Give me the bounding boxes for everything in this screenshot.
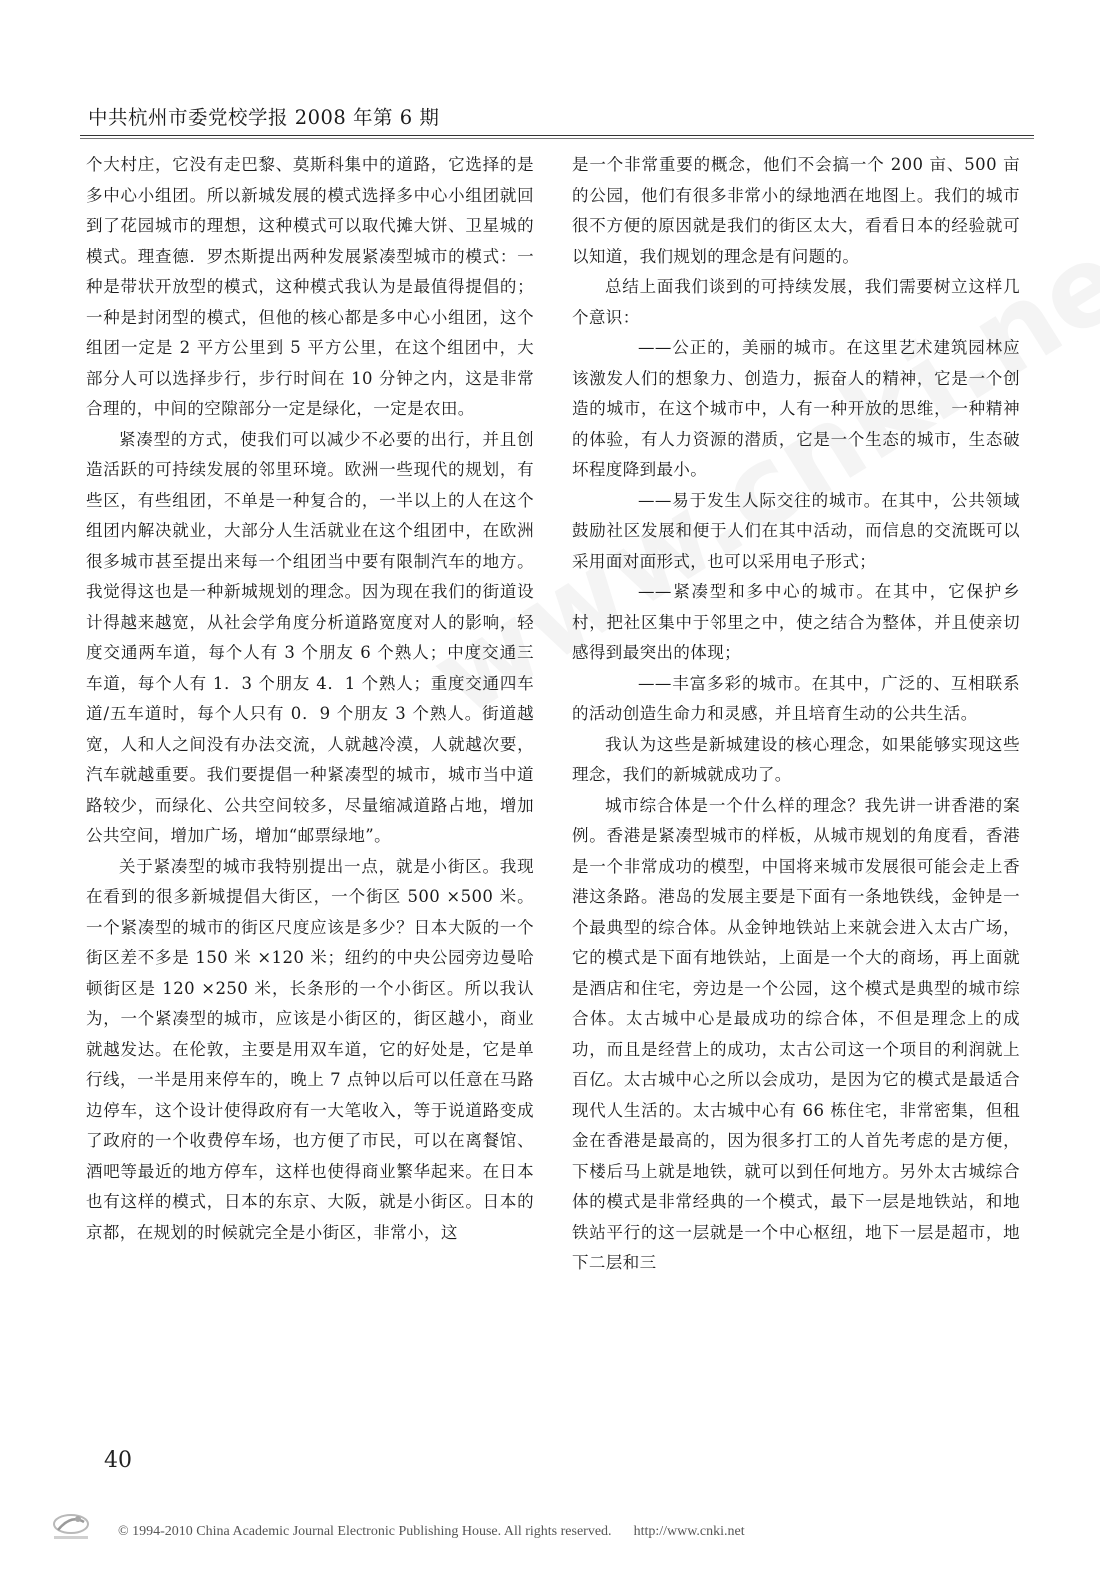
list-item-paragraph: ——丰富多彩的城市。在其中，广泛的、互相联系的活动创造生命力和灵感，并且培育生动的公共生活。 xyxy=(572,673,1020,723)
footer-url-link[interactable]: http://www.cnki.net xyxy=(633,1524,745,1539)
paragraph: 是一个非常重要的概念，他们不会搞一个 200 亩、500 亩的公园，他们有很多非常小的绿地洒在地图上。我们的城市很不方便的原因就是我们的街区太大，看看日本的经验就可以知道，我们规划的理念是有问题的。 xyxy=(572,155,1020,266)
left-text-column xyxy=(86,150,534,1440)
paragraph: 个大村庄，它没有走巴黎、莫斯科集中的道路，它选择的是多中心小组团。所以新城发展的模式选择多中心小组团就回到了花园城市的理想，这种模式可以取代摊大饼、卫星城的模式。理查德．罗杰斯提出两种发展紧凑型城市的模式：一种是带状开放型的模式，这种模式我认为是最值得提倡的；一种是封闭型的模式，但他的核心都是多中心小组团，这个组团一定是 2 平方公里到 5 平方公里，在这个组团中，大部分人可以选择步行，步行时间在 10 分钟之内，这是非常合理的，中间的空隙部分一定是绿化，一定是农田。 xyxy=(86,155,534,418)
paragraph: 关于紧凑型的城市我特别提出一点，就是小街区。我现在看到的很多新城提倡大街区，一个街区 500 ×500 米。一个紧凑型的城市的街区尺度应该是多少？日本大阪的一个街区差不多是 150 米 ×120 米；纽约的中央公园旁边曼哈顿街区是 120 ×250 米，长条形的一个小街区。所以我认为，一个紧凑型的城市，应该是小街区的，街区越小，商业就越发达。在伦敦，主要是用双车道，它的好处是，它是单行线，一半是用来停车的，晚上 7 点钟以后可以任意在马路边停车，这个设计使得政府有一大笔收入，等于说道路变成了政府的一个收费停车场，也方便了市民，可以在离餐馆、酒吧等最近的地方停车，这样也使得商业繁华起来。在日本也有这样的模式，日本的东京、大阪，就是小街区。日本的京都，在规划的时候就完全是小街区，非常小，这 xyxy=(86,856,534,1242)
cnki-logo-icon xyxy=(48,1510,94,1542)
list-item-paragraph: ——易于发生人际交往的城市。在其中，公共领域鼓励社区发展和便于人们在其中活动，而信息的交流既可以采用面对面形式，也可以采用电子形式； xyxy=(572,490,1020,571)
paragraph: 城市综合体是一个什么样的理念？我先讲一讲香港的案例。香港是紧凑型城市的样板，从城市规划的角度看，香港是一个非常成功的模型，中国将来城市发展很可能会走上香港这条路。港岛的发展主要是下面有一条地铁线，金钟是一个最典型的综合体。从金钟地铁站上来就会进入太古广场，它的模式是下面有地铁站，上面是一个大的商场，再上面就是酒店和住宅，旁边是一个公园，这个模式是典型的城市综合体。太古城中心是最成功的综合体，不但是理念上的成功，而且是经营上的成功，太古公司这一个项目的利润就上百亿。太古城中心之所以会成功，是因为它的模式是最适合现代人生活的。太古城中心有 66 栋住宅，非常密集，但租金在香港是最高的，因为很多打工的人首先考虑的是方便，下楼后马上就是地铁，就可以到任何地方。另外太古城综合体的模式是非常经典的一个模式，最下一层是地铁站，和地铁站平行的这一层就是一个中心枢纽，地下一层是超市，地下二层和三 xyxy=(572,795,1020,1272)
page-number: 40 xyxy=(104,1448,132,1473)
list-item-paragraph: ——公正的，美丽的城市。在这里艺术建筑园林应该激发人们的想象力、创造力，振奋人的精神，它是一个创造的城市，在这个城市中，人有一种开放的思维，一种精神的体验，有人力资源的潜质，它是一个生态的城市，生态破坏程度降到最小。 xyxy=(572,338,1020,479)
footer-copyright-line xyxy=(118,1524,745,1540)
paragraph: 紧凑型的方式，使我们可以减少不必要的出行，并且创造活跃的可持续发展的邻里环境。欧洲一些现代的规划，有些区，有些组团，不单是一种复合的，一半以上的人在这个组团内解决就业，大部分人生活就业在这个组团中，在欧洲很多城市甚至提出来每一个组团当中要有限制汽车的地方。我觉得这也是一种新城规划的理念。因为现在我们的街道设计得越来越宽，从社会学角度分析道路宽度对人的影响，轻度交通两车道，每个人有 3 个朋友 6 个熟人；中度交通三车道，每个人有 1．3 个朋友 4．1 个熟人；重度交通四车道/五车道时，每个人只有 0．9 个朋友 3 个熟人。街道越宽，人和人之间没有办法交流，人就越冷漠，人就越次要，汽车就越重要。我们要提倡一种紧凑型的城市，城市当中道路较少，而绿化、公共空间较多，尽量缩减道路占地，增加公共空间，增加广场，增加“邮票绿地”。 xyxy=(86,429,534,845)
paragraph: 总结上面我们谈到的可持续发展，我们需要树立这样几个意识： xyxy=(572,277,1020,327)
list-item-paragraph: ——紧凑型和多中心的城市。在其中，它保护乡村，把社区集中于邻里之中，使之结合为整体，并且使亲切感得到最突出的体现； xyxy=(572,582,1020,662)
footer-copyright: © 1994-2010 China Academic Journal Electronic Publishing House. All rights reserved. xyxy=(118,1524,612,1539)
paragraph: 我认为这些是新城建设的核心理念，如果能够实现这些理念，我们的新城就成功了。 xyxy=(572,734,1020,784)
header-rule-thin xyxy=(80,138,1034,139)
header-rule xyxy=(80,135,1034,136)
running-head-journal-title: 中共杭州市委党校学报 2008 年第 6 期 xyxy=(88,106,440,129)
right-text-column xyxy=(572,150,1020,1440)
